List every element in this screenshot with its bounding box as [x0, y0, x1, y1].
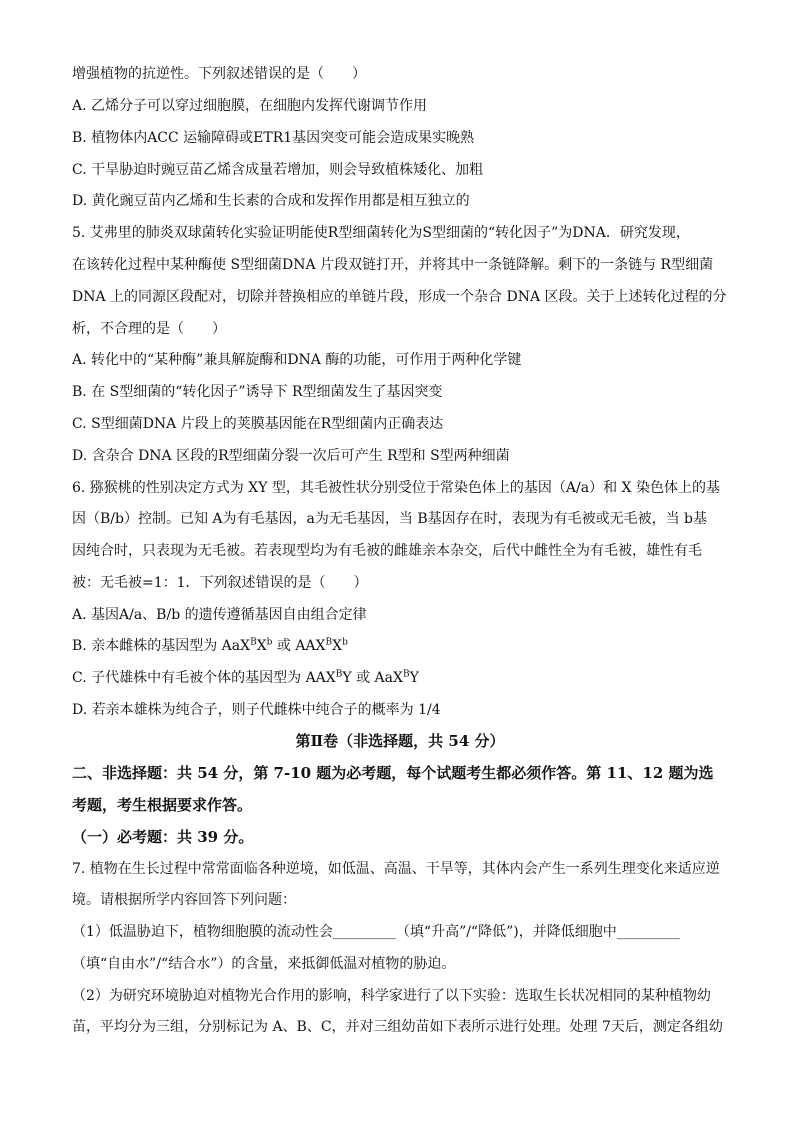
superscript: B	[325, 637, 333, 648]
q5-stem-line-2: 在该转化过程中某种酶使 S型细菌DNA 片段双链打开，并将其中一条链降解。剩下的一条链与 R型细菌	[72, 257, 714, 273]
q6-option-c-text: Y	[409, 670, 419, 686]
q6-option-b-text: X	[332, 638, 343, 654]
required-questions-heading: （一）必考题：共 39 分。	[72, 828, 254, 846]
q7-part-1-line-1: （1）低温胁迫下，植物细胞膜的流动性会_________（填“升高”/“降低”)，并降低细胞中_________	[72, 924, 680, 940]
section-two-heading-line-1: 二、非选择题：共 54 分，第 7-10 题为必考题，每个试题考生都必须作答。第 11、12 题为选	[72, 764, 714, 782]
q7-part-2-line-2: 苗，平均分为三组，分别标记为 A、B、C，并对三组幼苗如下表所示进行处理。处理 7天后，测定各组幼	[72, 1019, 723, 1035]
superscript: B	[402, 669, 410, 680]
q7-part-2-line-1: （2）为研究环境胁迫对植物光合作用的影响，科学家进行了以下实验：选取生长状况相同的某种植物幼	[72, 988, 711, 1004]
superscript: B	[335, 669, 343, 680]
q4-option-b: B. 植物体内ACC 运输障碍或ETR1基因突变可能会造成果实晚熟	[72, 130, 475, 146]
q6-option-b-text: 或 AAX	[272, 638, 326, 654]
q7-part-1-line-2: （填“自由水”/“结合水”）的含量，来抵御低温对植物的胁迫。	[72, 956, 456, 972]
q6-option-d: D. 若亲本雄株为纯合子，则子代雌株中纯合子的概率为 1/4	[72, 702, 441, 718]
section-title: 第Ⅱ卷（非选择题，共 54 分）	[295, 732, 505, 750]
q5-stem-line-3: DNA 上的同源区段配对，切除并替换相应的单链片段，形成一个杂合 DNA 区段。关于上述转化过程的分	[72, 289, 727, 305]
q6-option-b	[72, 636, 728, 656]
q4-option-c: C. 干旱胁迫时豌豆苗乙烯含成量若增加，则会导致植株矮化、加粗	[72, 162, 484, 178]
q6-option-b-text: X	[256, 638, 267, 654]
section-two-heading-line-2: 考题，考生根据要求作答。	[72, 796, 253, 814]
q5-option-b: B. 在 S型细菌的“转化因子”诱导下 R型细菌发生了基因突变	[72, 384, 443, 400]
q6-option-c	[72, 668, 728, 688]
q6-stem-line-3: 因纯合时，只表现为无毛被。若表现型均为有毛被的雌雄亲本杂交，后代中雌性全为有毛被，雄性有毛	[72, 543, 702, 559]
q6-stem-line-1: 6. 猕猴桃的性别决定方式为 XY 型，其毛被性状分别受位于常染色体上的基因（A/a）和 X 染色体上的基	[72, 480, 720, 496]
q6-option-b-text: B. 亲本雌株的基因型为 AaX	[72, 638, 251, 654]
q7-stem-line-2: 境。请根据所学内容回答下列问题：	[72, 892, 296, 908]
q4-option-d: D. 黄化豌豆苗内乙烯和生长素的合成和发挥作用都是相互独立的	[72, 193, 470, 209]
superscript: b	[342, 637, 348, 648]
q4-option-a: A. 乙烯分子可以穿过细胞膜，在细胞内发挥代谢调节作用	[72, 98, 428, 114]
q5-stem-line-1: 5. 艾弗里的肺炎双球菌转化实验证明能使R型细菌转化为S型细菌的“转化因子”为DNA．研究发现，	[72, 225, 690, 241]
q6-stem-line-2: 因（B/b）控制。已知 A为有毛基因，a为无毛基因，当 B基因存在时，表现为有毛被或无毛被，当 b基	[72, 511, 708, 527]
q4-stem-end: 增强植物的抗逆性。下列叙述错误的是（ ）	[72, 66, 366, 82]
q6-option-c-text: C. 子代雄株中有毛被个体的基因型为 AAX	[72, 670, 336, 686]
q5-option-a: A. 转化中的“某种酶”兼具解旋酶和DNA 酶的功能，可作用于两种化学键	[72, 352, 522, 368]
q6-option-a: A. 基因A/a、B/b 的遗传遵循基因自由组合定律	[72, 607, 367, 623]
q5-stem-line-4: 析，不合理的是（ ）	[72, 321, 226, 337]
q6-option-c-text: Y 或 AaX	[342, 670, 403, 686]
superscript: B	[250, 637, 257, 648]
q6-stem-line-4: 被：无毛被=1：1．下列叙述错误的是（ ）	[72, 575, 368, 591]
q5-option-c: C. S型细菌DNA 片段上的荚膜基因能在R型细菌内正确表达	[72, 416, 444, 432]
superscript: b	[266, 637, 273, 648]
q5-option-d: D. 含杂合 DNA 区段的R型细菌分裂一次后可产生 R型和 S型两种细菌	[72, 448, 510, 464]
q7-stem-line-1: 7. 植物在生长过程中常常面临各种逆境，如低温、高温、干旱等，其体内会产生一系列生理变化来适应逆	[72, 861, 720, 877]
